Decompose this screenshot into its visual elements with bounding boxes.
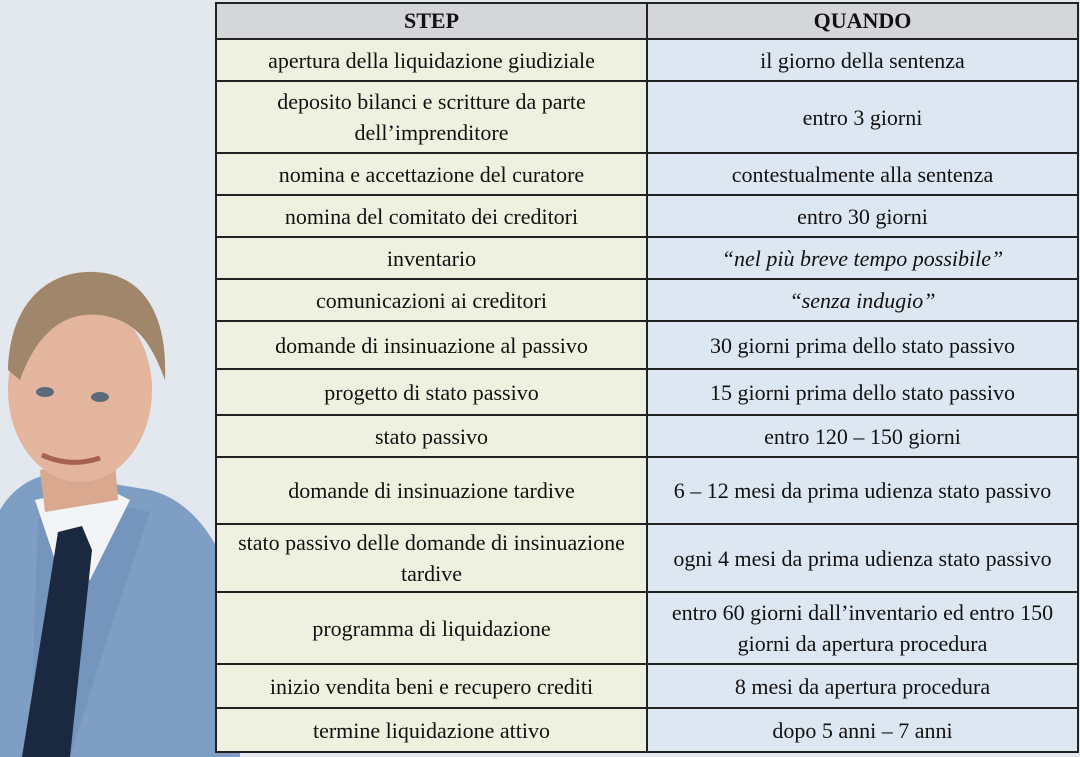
table-row [216, 457, 1078, 524]
portrait-photo [0, 250, 240, 757]
table-row [216, 708, 1078, 752]
table-row [216, 279, 1078, 321]
when-cell: 6 – 12 mesi da prima udienza stato passivo [647, 457, 1078, 524]
when-cell: 30 giorni prima dello stato passivo [647, 321, 1078, 369]
table-row [216, 153, 1078, 195]
procedure-steps-table [215, 2, 1079, 753]
when-cell: “nel più breve tempo possibile” [647, 237, 1078, 279]
table-row [216, 81, 1078, 153]
step-cell: programma di liquidazione [216, 592, 647, 664]
step-cell: nomina del comitato dei creditori [216, 195, 647, 237]
header-step: STEP [216, 3, 647, 39]
table-row [216, 664, 1078, 708]
step-cell: inventario [216, 237, 647, 279]
table-row [216, 321, 1078, 369]
step-cell: nomina e accettazione del curatore [216, 153, 647, 195]
table-row [216, 369, 1078, 415]
when-cell: ogni 4 mesi da prima udienza stato passivo [647, 524, 1078, 592]
when-cell: il giorno della sentenza [647, 39, 1078, 81]
step-cell: comunicazioni ai creditori [216, 279, 647, 321]
table-row [216, 415, 1078, 457]
when-cell: contestualmente alla sentenza [647, 153, 1078, 195]
step-cell: stato passivo [216, 415, 647, 457]
when-cell: 15 giorni prima dello stato passivo [647, 369, 1078, 415]
when-cell: entro 120 – 150 giorni [647, 415, 1078, 457]
when-cell: entro 3 giorni [647, 81, 1078, 153]
step-cell: stato passivo delle domande di insinuazione tardive [216, 524, 647, 592]
when-cell: entro 30 giorni [647, 195, 1078, 237]
when-cell: 8 mesi da apertura procedura [647, 664, 1078, 708]
header-quando: QUANDO [647, 3, 1078, 39]
table-row [216, 592, 1078, 664]
step-cell: termine liquidazione attivo [216, 708, 647, 752]
step-cell: apertura della liquidazione giudiziale [216, 39, 647, 81]
step-cell: progetto di stato passivo [216, 369, 647, 415]
step-cell: domande di insinuazione tardive [216, 457, 647, 524]
when-cell: “senza indugio” [647, 279, 1078, 321]
step-cell: deposito bilanci e scritture da parte dell’imprenditore [216, 81, 647, 153]
when-cell: entro 60 giorni dall’inventario ed entro 150 giorni da apertura procedura [647, 592, 1078, 664]
table-header-row [216, 3, 1078, 39]
step-cell: inizio vendita beni e recupero crediti [216, 664, 647, 708]
when-cell: dopo 5 anni – 7 anni [647, 708, 1078, 752]
table-row [216, 524, 1078, 592]
table-row [216, 237, 1078, 279]
step-cell: domande di insinuazione al passivo [216, 321, 647, 369]
table-row [216, 39, 1078, 81]
table-row [216, 195, 1078, 237]
